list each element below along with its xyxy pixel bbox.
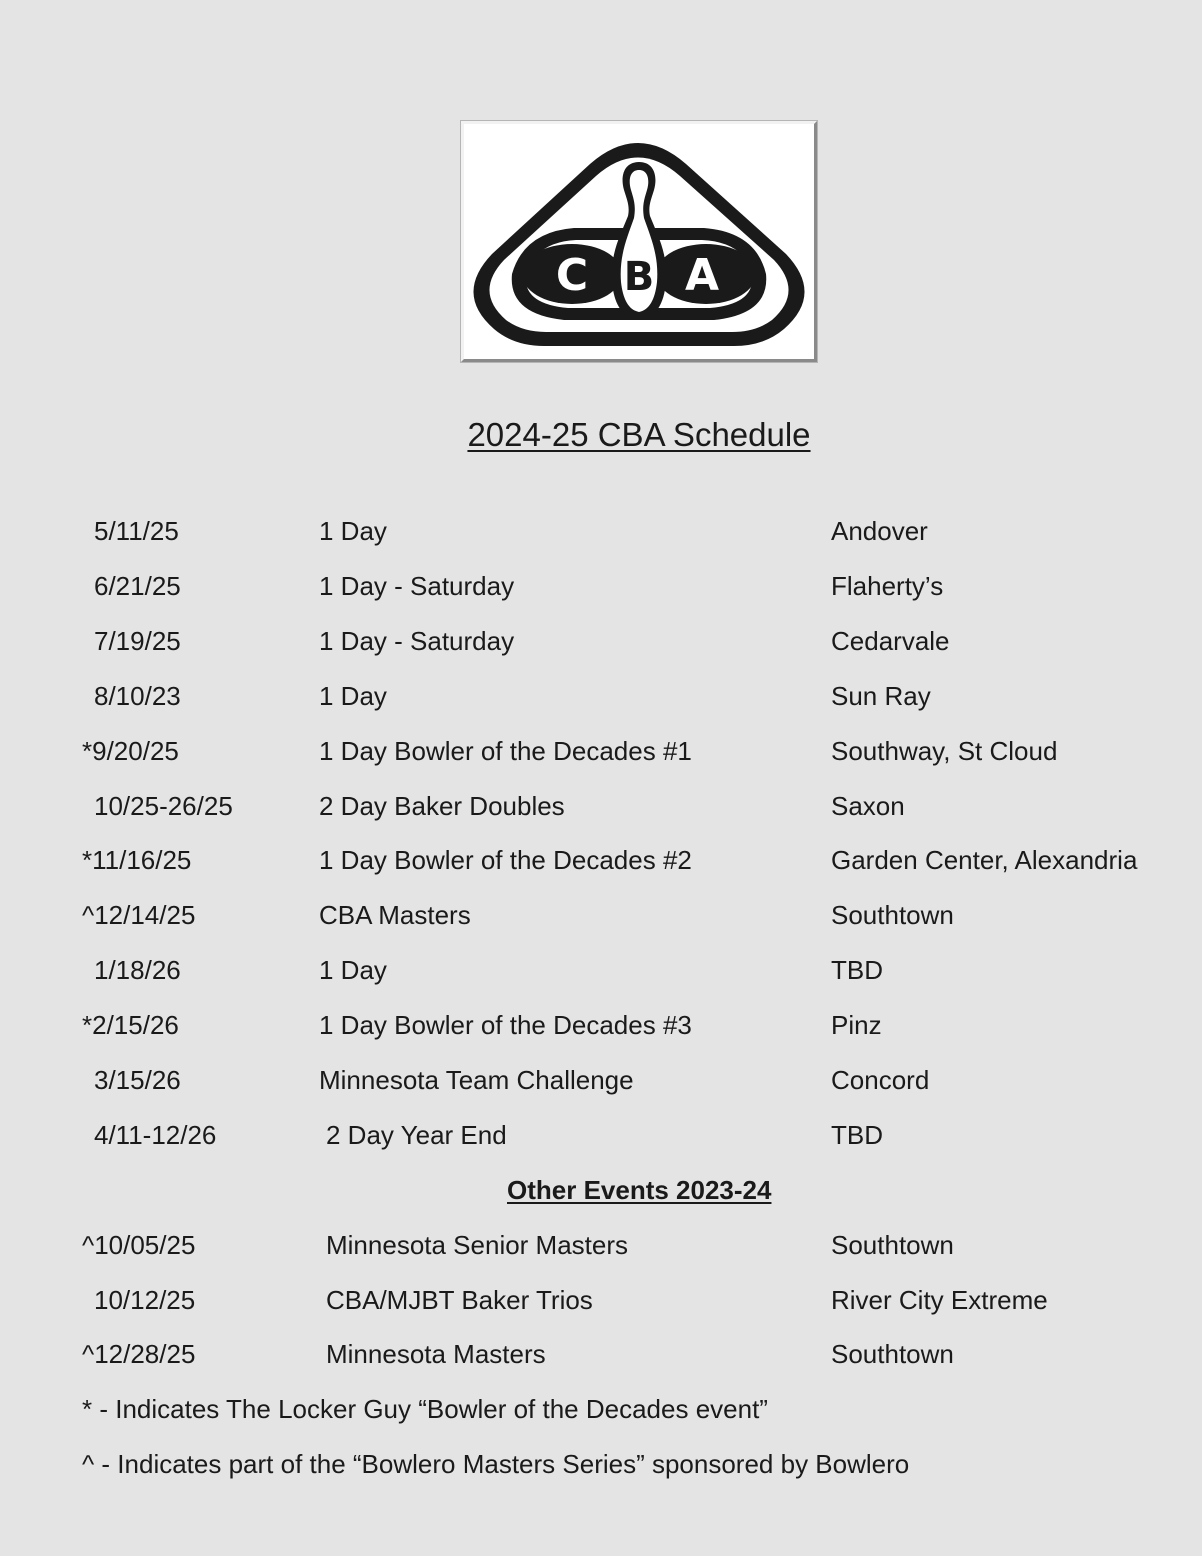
note-asterisk: * - Indicates The Locker Guy “Bowler of the Decades event” xyxy=(82,1394,768,1424)
event-date: 8/10/23 xyxy=(94,680,181,711)
event-location: TBD xyxy=(831,955,883,986)
page-title-text: 2024-25 CBA Schedule xyxy=(467,416,811,453)
event-location: TBD xyxy=(831,1119,883,1150)
table-row xyxy=(0,1115,1202,1155)
table-row xyxy=(0,1060,1202,1100)
event-name: 1 Day xyxy=(319,516,387,546)
table-row xyxy=(0,621,1202,661)
table-row xyxy=(0,1334,1202,1374)
event-date: 4/11-12/26 xyxy=(94,1119,217,1150)
event-date: *2/15/26 xyxy=(82,1010,179,1041)
event-location: River City Extreme xyxy=(831,1284,1048,1315)
event-location: Sun Ray xyxy=(831,680,931,711)
table-row xyxy=(0,950,1202,990)
table-row xyxy=(0,566,1202,606)
bowling-pin-logo-icon xyxy=(464,124,814,359)
table-row xyxy=(0,731,1202,771)
table-row xyxy=(0,1225,1202,1265)
event-name: 1 Day Bowler of the Decades #2 xyxy=(319,845,692,876)
event-date: ^12/14/25 xyxy=(82,900,196,931)
table-row xyxy=(0,511,1202,551)
event-location: Saxon xyxy=(831,790,905,821)
table-row xyxy=(0,676,1202,716)
event-location: Southtown xyxy=(831,900,954,931)
event-location: Southtown xyxy=(831,1230,954,1260)
event-location: Concord xyxy=(831,1065,930,1095)
logo-letter-a: A xyxy=(684,250,720,301)
event-location: Garden Center, Alexandria xyxy=(831,845,1138,876)
event-date: 6/21/25 xyxy=(94,570,181,601)
event-name: 1 Day - Saturday xyxy=(319,570,515,601)
table-row xyxy=(0,786,1202,826)
table-row xyxy=(0,840,1202,880)
logo-letter-c: C xyxy=(555,250,589,301)
event-name: Minnesota Masters xyxy=(326,1339,546,1370)
event-name: 1 Day Bowler of the Decades #3 xyxy=(319,1010,692,1041)
event-date: 1/18/26 xyxy=(94,955,181,986)
event-date: 7/19/25 xyxy=(94,625,181,656)
event-date: 10/12/25 xyxy=(94,1284,196,1315)
event-date: ^12/28/25 xyxy=(82,1339,196,1370)
note-caret: ^ - Indicates part of the “Bowlero Masters Series” sponsored by Bowlero xyxy=(82,1449,910,1479)
logo-letter-b: B xyxy=(623,254,655,300)
event-date: *11/16/25 xyxy=(82,845,192,876)
event-date: *9/20/25 xyxy=(82,735,179,766)
event-date: 5/11/25 xyxy=(94,516,179,546)
event-name: CBA/MJBT Baker Trios xyxy=(326,1284,593,1315)
event-name: CBA Masters xyxy=(319,900,471,931)
event-name: 2 Day Year End xyxy=(326,1119,507,1150)
event-date: 10/25-26/25 xyxy=(94,790,233,821)
event-location: Flaherty’s xyxy=(831,570,944,601)
event-name: 2 Day Baker Doubles xyxy=(319,790,565,821)
event-location: Andover xyxy=(831,516,928,546)
event-location: Southway, St Cloud xyxy=(831,735,1058,766)
cba-logo xyxy=(461,121,817,362)
page-title xyxy=(0,414,1202,456)
event-name: 1 Day - Saturday xyxy=(319,625,515,656)
event-name: Minnesota Team Challenge xyxy=(319,1065,634,1095)
event-name: 1 Day xyxy=(319,955,387,986)
event-location: Southtown xyxy=(831,1339,954,1370)
other-events-heading: Other Events 2023-24 xyxy=(507,1175,772,1205)
table-row xyxy=(0,1005,1202,1045)
event-name: Minnesota Senior Masters xyxy=(326,1230,629,1260)
event-date: 3/15/26 xyxy=(94,1065,181,1095)
event-location: Cedarvale xyxy=(831,625,950,656)
event-location: Pinz xyxy=(831,1010,882,1041)
event-name: 1 Day Bowler of the Decades #1 xyxy=(319,735,692,766)
table-row xyxy=(0,895,1202,935)
event-name: 1 Day xyxy=(319,680,387,711)
table-row xyxy=(0,1280,1202,1320)
event-date: ^10/05/25 xyxy=(82,1230,196,1260)
